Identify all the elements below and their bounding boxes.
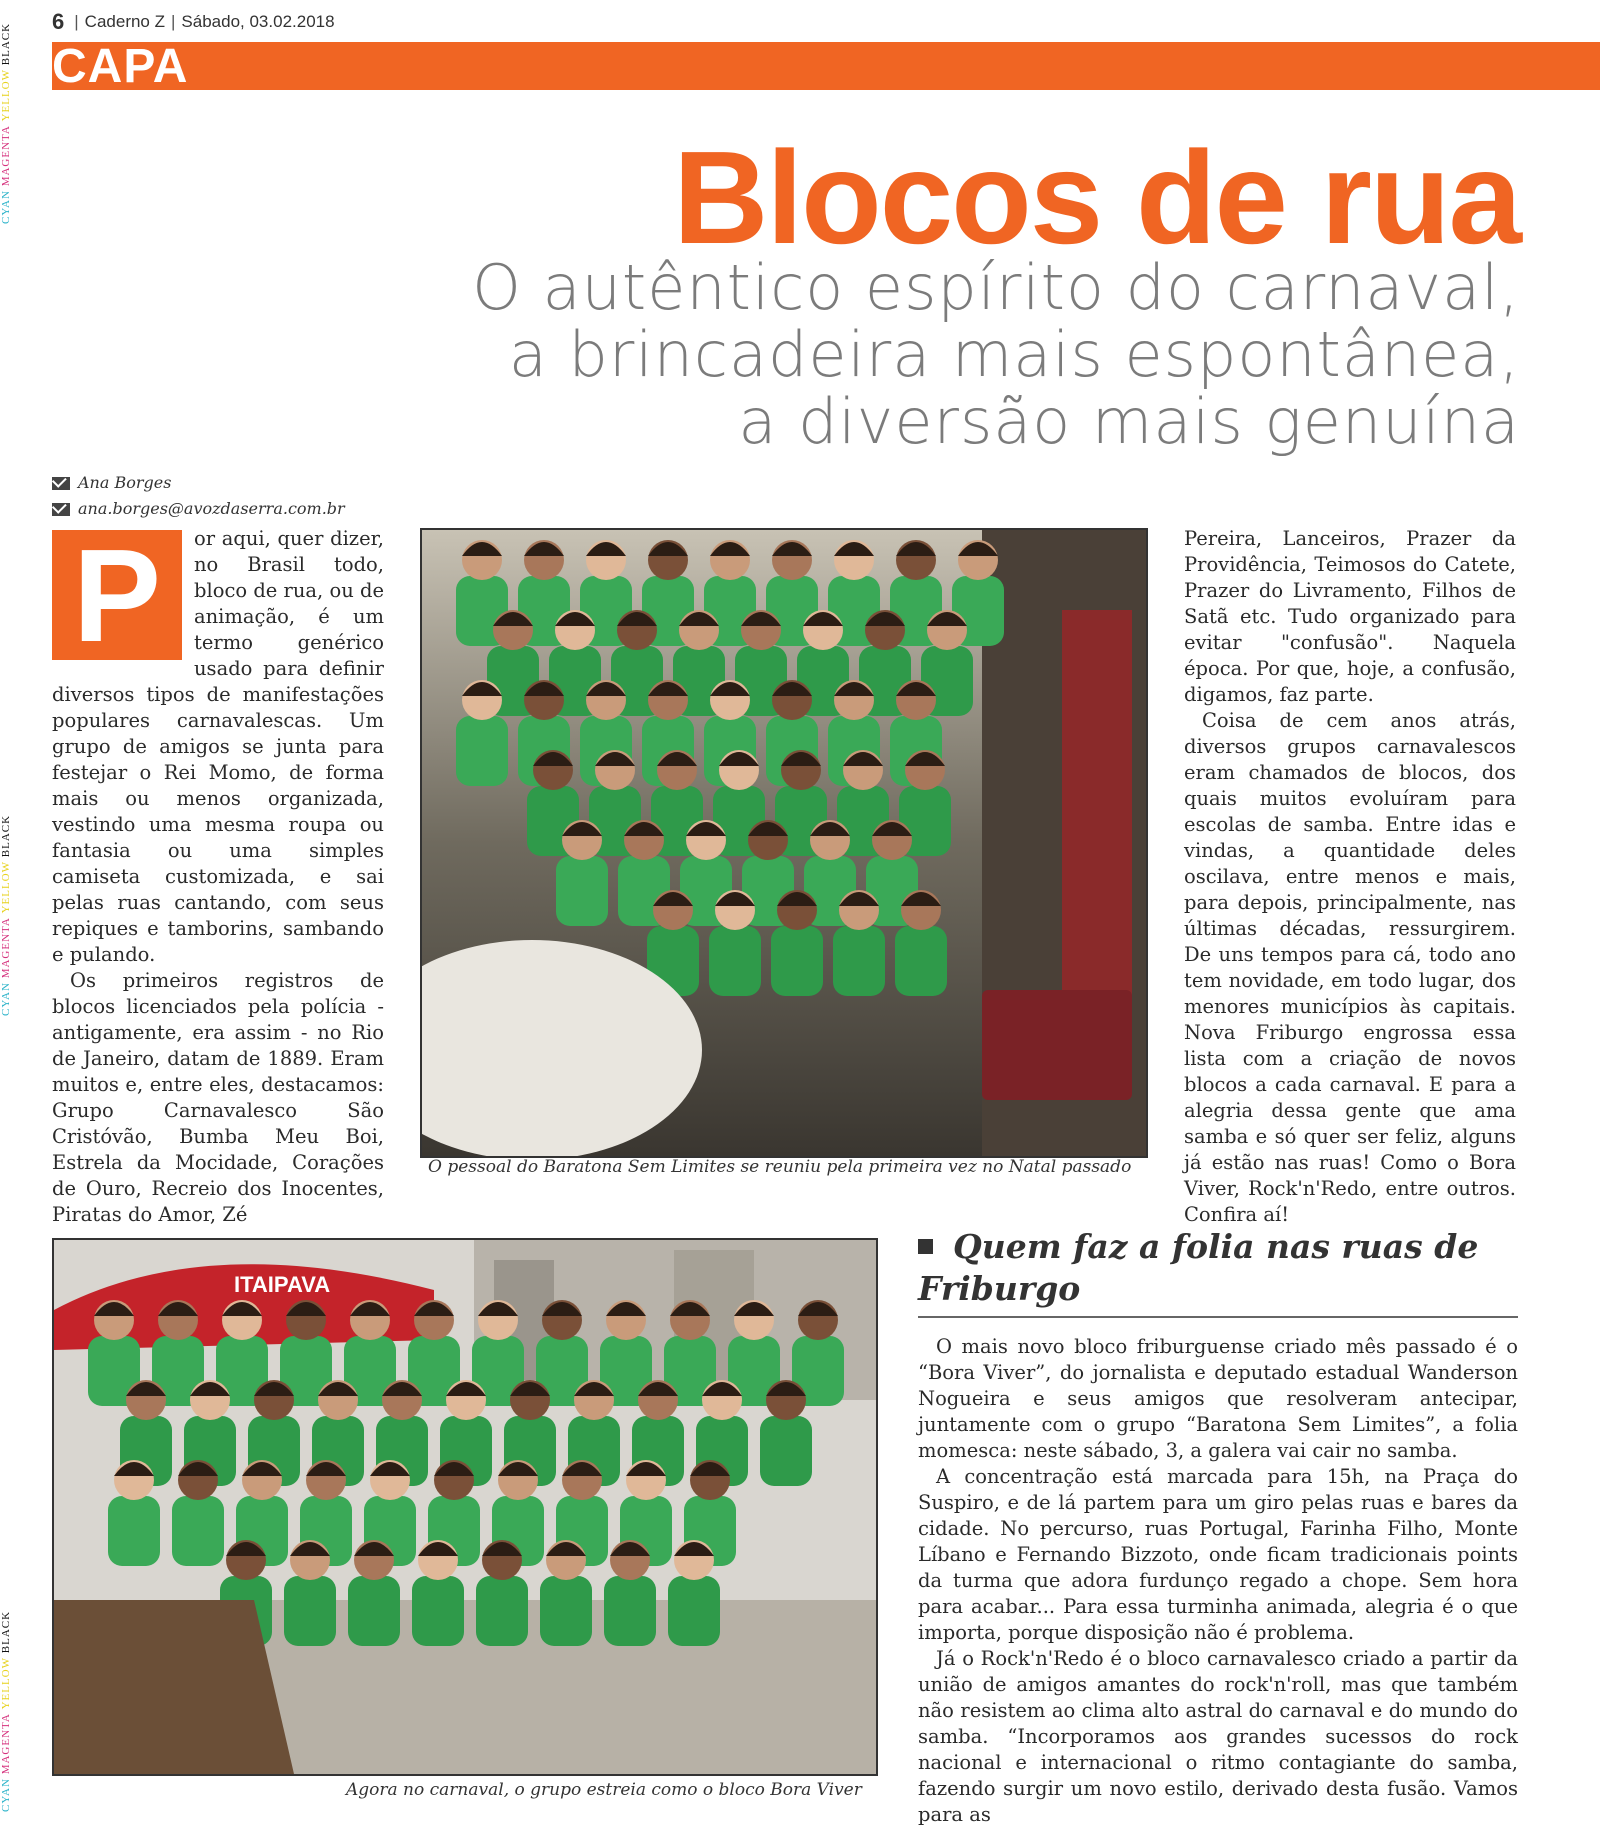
person-shirt — [108, 1496, 160, 1566]
sidebar-body — [918, 1334, 1518, 1828]
person-shirt — [709, 926, 761, 996]
person-shirt — [172, 1496, 224, 1566]
article-paragraph: Os primeiros registros de blocos licenciados pela polícia - antigamente, era assim - no Rio de Janeiro, datam de 1889. Eram muitos e, entre eles, destacamos: Grupo Carnavalesco São Cristóvão, Bumba Meu Boi, Estrela da Mocidade, Corações de Ouro, Recreio dos Inocentes, Piratas do Amor, Zé — [52, 969, 384, 1226]
headline: Blocos de rua — [673, 124, 1520, 271]
person-shirt — [604, 1576, 656, 1646]
article-paragraph: or aqui, quer dizer, no Brasil todo, bloco de rua, ou de animação, é um termo genérico usado para definir diversos tipos de manifestações populares carnavalescas. Um grupo de amigos se junta para festejar o Rei Momo, de forma mais ou menos organizada, vestindo uma mesma roupa ou fantasia ou uma simples camiseta customizada, e sai pelas ruas cantando, com seus repiques e tamborins, sambando e pulando. — [52, 527, 384, 966]
reg-cyan: CYAN — [0, 1778, 12, 1812]
sidebar-title-text: Quem faz a folia nas ruas de Friburgo — [918, 1227, 1479, 1308]
photo-bora-viver — [52, 1238, 878, 1776]
reg-black: BLACK — [0, 1610, 12, 1654]
folio-separator: | — [171, 12, 176, 31]
registration-marks-middle — [0, 796, 18, 1016]
photo-caption: O pessoal do Baratona Sem Limites se reuniu pela primeira vez no Natal passado — [428, 1157, 1132, 1177]
deck-line: a diversão mais genuína — [738, 385, 1520, 458]
reg-black: BLACK — [0, 22, 12, 66]
envelope-icon — [52, 503, 70, 516]
photo-caption: Agora no carnaval, o grupo estreia como o bloco Bora Viver — [346, 1780, 862, 1800]
photo-baratona — [420, 528, 1148, 1158]
sidebar-paragraph: A concentração está marcada para 15h, na Praça do Suspiro, e de lá partem para um giro pelas ruas e bares da cidade. No percurso, ruas Portugal, Farinha Filho, Monte Líbano e Fernando Bizzoto, onde ficam tradicionais points da turma que adora furdunço regado a chope. Sem hora para acabar... Para essa turminha animada, alegria é o que importa, porque disposição não é problema. — [918, 1465, 1518, 1644]
article-column-2 — [1184, 526, 1516, 1228]
envelope-icon — [52, 477, 70, 490]
reg-yellow: YELLOW — [0, 68, 12, 122]
person-shirt — [895, 926, 947, 996]
byline — [52, 470, 345, 522]
reg-yellow: YELLOW — [0, 1656, 12, 1710]
sidebar-rule — [918, 1316, 1518, 1318]
reg-yellow: YELLOW — [0, 860, 12, 914]
page-number: 6 — [52, 9, 65, 34]
reg-black: BLACK — [0, 814, 12, 858]
sidebar-title — [918, 1226, 1518, 1310]
reg-magenta: MAGENTA — [0, 1713, 12, 1775]
person-shirt — [668, 1576, 720, 1646]
article-paragraph: Coisa de cem anos atrás, diversos grupos carnavalescos eram chamados de blocos, dos quais muitos evoluíram para escolas de samba. Entre idas e vindas, a quantidade deles oscilava, entre menos e mais, para depois, principalmente, nas últimas décadas, ressurgirem. De uns tempos para cá, todo ano tem novidade, em todo lugar, dos menores municípios às capitais. Nova Friburgo engrossa essa lista com a criação de novos blocos a cada carnaval. E para a alegria dessa gente que ama samba e só quer ser feliz, alguns já estão nas ruas! Como o Bora Viver, Rock'n'Redo, entre outros. Confira aí! — [1184, 709, 1516, 1226]
sidebar-paragraph: Já o Rock'n'Redo é o bloco carnavalesco criado a partir da união de amigos amantes do rock'n'roll, mas que também não resistem ao clima alto astral do carnaval e do mundo do samba. “Incorporamos aos grandes sucessos do rock nacional e internacional o ritmo contagiante do samba, fazendo surgir um novo estilo, derivado desta fusão. Vamos para as — [918, 1647, 1518, 1826]
folio — [52, 6, 335, 38]
person-shirt — [456, 716, 508, 786]
folio-separator: | — [74, 12, 79, 31]
registration-marks-bottom — [0, 1592, 18, 1812]
deck — [440, 251, 1520, 458]
person-shirt — [771, 926, 823, 996]
article-column-1 — [52, 522, 384, 1228]
reg-magenta: MAGENTA — [0, 125, 12, 187]
person-shirt — [476, 1576, 528, 1646]
section-label: CAPA — [52, 40, 189, 93]
dropcap: P — [52, 530, 182, 660]
folio-date: Sábado, 03.02.2018 — [181, 12, 335, 31]
byline-email[interactable]: ana.borges@avozdaserra.com.br — [78, 499, 345, 518]
person-shirt — [760, 1416, 812, 1486]
deck-line: O autêntico espírito do carnaval, — [472, 251, 1520, 324]
deck-line: a brincadeira mais espontânea, — [508, 318, 1520, 391]
photo-baratona-image — [422, 530, 1146, 1156]
person-shirt — [348, 1576, 400, 1646]
folio-section: Caderno Z — [84, 12, 165, 31]
reg-cyan: CYAN — [0, 982, 12, 1016]
section-bar — [52, 42, 1600, 90]
square-bullet-icon — [918, 1239, 933, 1254]
person-shirt — [284, 1576, 336, 1646]
person-shirt — [833, 926, 885, 996]
photo-bora-viver-image — [54, 1240, 876, 1774]
sidebar-paragraph: O mais novo bloco friburguense criado mês passado é o “Bora Viver”, do jornalista e deputado estadual Wanderson Nogueira e seus amigos que resolveram antecipar, juntamente com o grupo “Baratona Sem Limites”, a folia momesca: neste sábado, 3, a galera vai cair no samba. — [918, 1335, 1518, 1462]
reg-magenta: MAGENTA — [0, 917, 12, 979]
person-shirt — [412, 1576, 464, 1646]
article-paragraph: Pereira, Lanceiros, Prazer da Providência, Teimosos do Catete, Prazer do Livramento, Filhos de Satã etc. Tudo organizado para evitar "confusão". Naquela época. Por que, hoje, a confusão, digamos, faz parte. — [1184, 527, 1516, 706]
reg-cyan: CYAN — [0, 190, 12, 224]
umbrella-text: ITAIPAVA — [234, 1272, 331, 1297]
person-shirt — [556, 856, 608, 926]
byline-author-row — [52, 470, 345, 496]
person-shirt — [540, 1576, 592, 1646]
byline-email-row — [52, 496, 345, 522]
registration-marks-top — [0, 4, 18, 224]
byline-author: Ana Borges — [78, 473, 172, 492]
